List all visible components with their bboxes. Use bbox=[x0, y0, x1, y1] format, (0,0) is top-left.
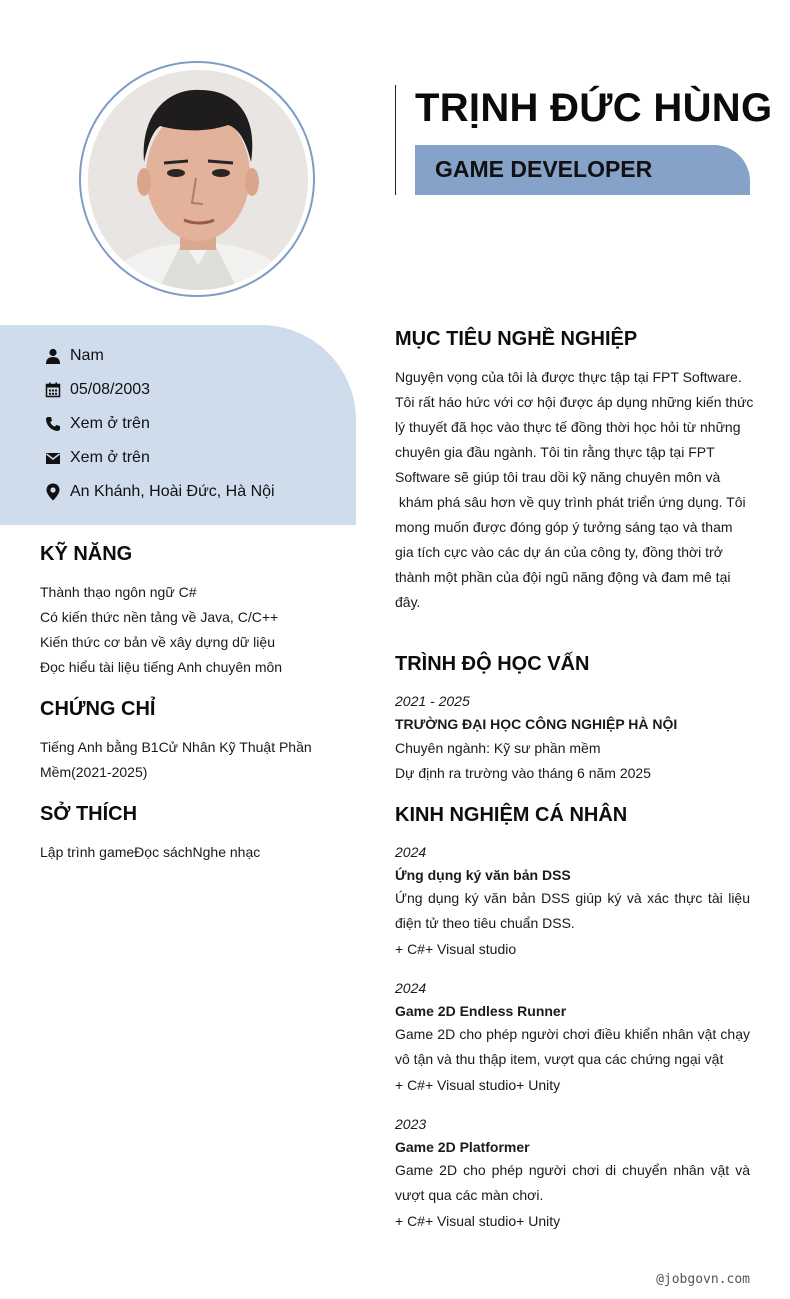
education-school: TRƯỜNG ĐẠI HỌC CÔNG NGHIỆP HÀ NỘI bbox=[395, 716, 678, 732]
experience-tech: + C#+ Visual studio+ Unity bbox=[395, 1213, 561, 1229]
avatar-image bbox=[88, 70, 308, 290]
objective-line: Tôi rất háo hức với cơ hội được áp dụng những kiến thức bbox=[395, 394, 754, 410]
experience-desc: Game 2D cho phép người chơi điều khiển nhân vật chạy vô tận và thu thập item, vượt qua các chứng ngại vật bbox=[395, 1026, 750, 1067]
skills-title: KỸ NĂNG bbox=[40, 543, 133, 565]
user-icon bbox=[44, 348, 61, 365]
skill-item: Kiến thức cơ bản về xây dựng dữ liệu bbox=[40, 634, 275, 650]
watermark: @jobgovn.com bbox=[656, 1272, 750, 1287]
education-period: 2021 - 2025 bbox=[395, 693, 470, 709]
objective-line: khám phá sâu hơn về quy trình phát triển ứng dụng. Tôi bbox=[395, 494, 746, 510]
contact-gender bbox=[44, 344, 104, 368]
phone-value: Xem ở trên bbox=[70, 415, 150, 432]
experience-name: Ứng dụng ký văn bản DSS bbox=[395, 867, 571, 883]
experience-tech: + C#+ Visual studio+ Unity bbox=[395, 1077, 561, 1093]
experience-title: KINH NGHIỆM CÁ NHÂN bbox=[395, 804, 628, 826]
objective-line: Nguyện vọng của tôi là được thực tập tại FPT Software. bbox=[395, 369, 742, 385]
hobbies-title: SỞ THÍCH bbox=[40, 803, 138, 825]
gender-value: Nam bbox=[70, 347, 104, 364]
name-divider bbox=[395, 85, 396, 195]
candidate-name: TRỊNH ĐỨC HÙNG bbox=[415, 86, 773, 130]
contact-address bbox=[44, 480, 275, 504]
experience-tech: + C#+ Visual studio bbox=[395, 941, 517, 957]
dob-value: 05/08/2003 bbox=[70, 381, 151, 398]
hobbies-text: Lập trình gameĐọc sáchNghe nhạc bbox=[40, 844, 261, 860]
experience-desc: Ứng dụng ký văn bản DSS giúp ký và xác thực tài liệu điện tử theo tiêu chuẩn DSS. bbox=[395, 890, 750, 931]
skill-item: Có kiến thức nền tảng về Java, C/C++ bbox=[40, 609, 279, 625]
experience-year: 2023 bbox=[395, 1116, 427, 1132]
avatar bbox=[88, 70, 308, 290]
certificate-line: Tiếng Anh bằng B1Cử Nhân Kỹ Thuật Phần bbox=[40, 739, 312, 755]
mail-icon bbox=[44, 450, 61, 467]
objective-line: đây. bbox=[395, 594, 421, 610]
address-value: An Khánh, Hoài Đức, Hà Nội bbox=[70, 483, 275, 500]
certificate-line: Mềm(2021-2025) bbox=[40, 764, 148, 780]
location-pin-icon bbox=[44, 484, 61, 501]
contact-dob bbox=[44, 378, 150, 402]
experience-name: Game 2D Platformer bbox=[395, 1139, 530, 1155]
experience-year: 2024 bbox=[395, 980, 427, 996]
job-title-badge bbox=[415, 145, 750, 195]
objective-line: gia tích cực vào các dự án của công ty, đồng thời trở bbox=[395, 544, 723, 560]
skill-item: Thành thạo ngôn ngữ C# bbox=[40, 584, 197, 600]
education-graduation: Dự định ra trường vào tháng 6 năm 2025 bbox=[395, 765, 651, 781]
certificates-title: CHỨNG CHỈ bbox=[40, 698, 156, 720]
calendar-icon bbox=[44, 382, 61, 399]
contact-phone bbox=[44, 412, 150, 436]
email-value: Xem ở trên bbox=[70, 449, 150, 466]
experience-name: Game 2D Endless Runner bbox=[395, 1003, 567, 1019]
skill-item: Đọc hiểu tài liệu tiếng Anh chuyên môn bbox=[40, 659, 283, 675]
experience-desc: Game 2D cho phép người chơi di chuyển nhân vật và vượt qua các màn chơi. bbox=[395, 1162, 750, 1203]
objective-line: thành một phần của đội ngũ năng động và đam mê tại bbox=[395, 569, 731, 585]
contact-email bbox=[44, 446, 150, 470]
objective-line: lý thuyết đã học vào thực tế đồng thời học hỏi từ những bbox=[395, 419, 741, 435]
objective-line: mong muốn được đóng góp ý tưởng sáng tạo và tham bbox=[395, 519, 733, 535]
phone-icon bbox=[44, 416, 61, 433]
experience-year: 2024 bbox=[395, 844, 427, 860]
education-major: Chuyên ngành: Kỹ sư phần mềm bbox=[395, 740, 601, 756]
objective-title: MỤC TIÊU NGHỀ NGHIỆP bbox=[395, 328, 638, 350]
education-title: TRÌNH ĐỘ HỌC VẤN bbox=[395, 653, 590, 675]
objective-line: Software sẽ giúp tôi trau dồi kỹ năng chuyên môn và bbox=[395, 469, 721, 485]
job-title: GAME DEVELOPER bbox=[435, 156, 653, 182]
objective-line: chuyên gia đầu ngành. Tôi tin rằng thực tập tại FPT bbox=[395, 444, 715, 460]
